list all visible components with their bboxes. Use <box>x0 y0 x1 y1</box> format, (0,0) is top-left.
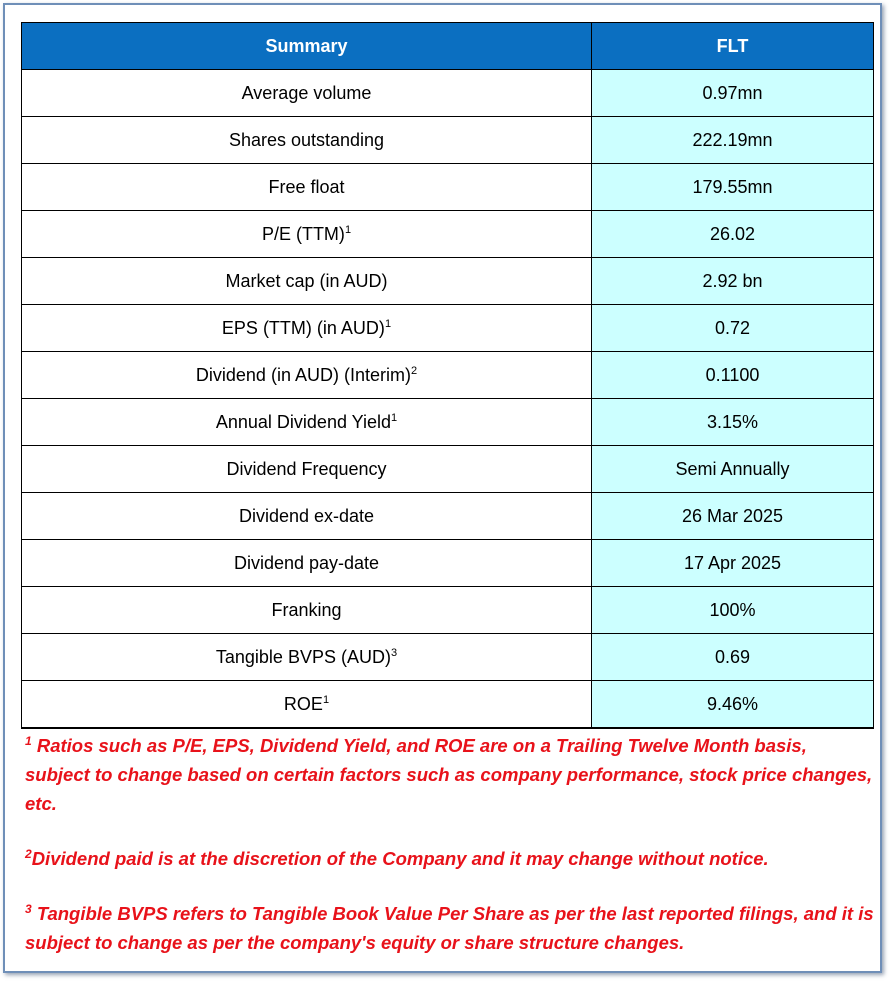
summary-panel <box>3 3 882 973</box>
row-label: Dividend ex-date <box>22 493 592 540</box>
footnotes <box>25 731 875 983</box>
row-value: 100% <box>592 587 874 634</box>
row-value: Semi Annually <box>592 446 874 493</box>
table-row <box>22 305 874 352</box>
row-label: Dividend Frequency <box>22 446 592 493</box>
row-label: Average volume <box>22 70 592 117</box>
row-label: EPS (TTM) (in AUD)$^1$ <box>22 305 592 352</box>
row-value: 179.55mn <box>592 164 874 211</box>
row-label: Franking <box>22 587 592 634</box>
footnote-2: $^2$Dividend paid is at the discretion of the Company and it may change without notice. <box>25 846 769 869</box>
row-label: Dividend (in AUD) (Interim)$^2$ <box>22 352 592 399</box>
table-row <box>22 681 874 729</box>
header-summary: Summary <box>22 23 592 70</box>
table-row <box>22 540 874 587</box>
table-row <box>22 587 874 634</box>
row-value: 0.72 <box>592 305 874 352</box>
row-value: 0.1100 <box>592 352 874 399</box>
row-label: Dividend pay-date <box>22 540 592 587</box>
row-label: P/E (TTM)$^1$ <box>22 211 592 258</box>
row-value: 26 Mar 2025 <box>592 493 874 540</box>
table-row <box>22 634 874 681</box>
row-label: Free float <box>22 164 592 211</box>
row-value: 0.69 <box>592 634 874 681</box>
table-row <box>22 352 874 399</box>
table-row <box>22 258 874 305</box>
table-row <box>22 399 874 446</box>
row-value: 17 Apr 2025 <box>592 540 874 587</box>
row-value: 222.19mn <box>592 117 874 164</box>
footnote-ref: 1 <box>344 223 352 236</box>
summary-table <box>21 22 874 729</box>
row-label: Annual Dividend Yield$^1$ <box>22 399 592 446</box>
row-value: 3.15% <box>592 399 874 446</box>
footnote-1: $^1$ Ratios such as P/E, EPS, Dividend Yield, and ROE are on a Trailing Twelve Month basis, subject to change based on certain factors such as company performance, stock price changes, etc. <box>25 733 873 814</box>
row-value: 2.92 bn <box>592 258 874 305</box>
row-label: Tangible BVPS (AUD)$^3$ <box>22 634 592 681</box>
table-row <box>22 164 874 211</box>
table-row <box>22 446 874 493</box>
footnote-ref: 1 <box>384 317 392 330</box>
footnote-ref: 3 <box>390 646 398 659</box>
table-row <box>22 493 874 540</box>
header-ticker: FLT <box>592 23 874 70</box>
row-value: 26.02 <box>592 211 874 258</box>
table-row <box>22 117 874 164</box>
row-label: Market cap (in AUD) <box>22 258 592 305</box>
row-label: Shares outstanding <box>22 117 592 164</box>
footnote-ref: 1 <box>322 693 330 706</box>
row-label: ROE$^1$ <box>22 681 592 729</box>
footnote-ref: 2 <box>410 364 418 377</box>
table-header-row <box>22 23 874 70</box>
footnote-3: $^3$ Tangible BVPS refers to Tangible Book Value Per Share as per the last reported filings, and it is subject to change as per the company's equity or share structure changes. <box>25 901 874 953</box>
table-row <box>22 70 874 117</box>
row-value: 0.97mn <box>592 70 874 117</box>
row-value: 9.46% <box>592 681 874 729</box>
table-row <box>22 211 874 258</box>
footnote-ref: 1 <box>391 411 398 424</box>
